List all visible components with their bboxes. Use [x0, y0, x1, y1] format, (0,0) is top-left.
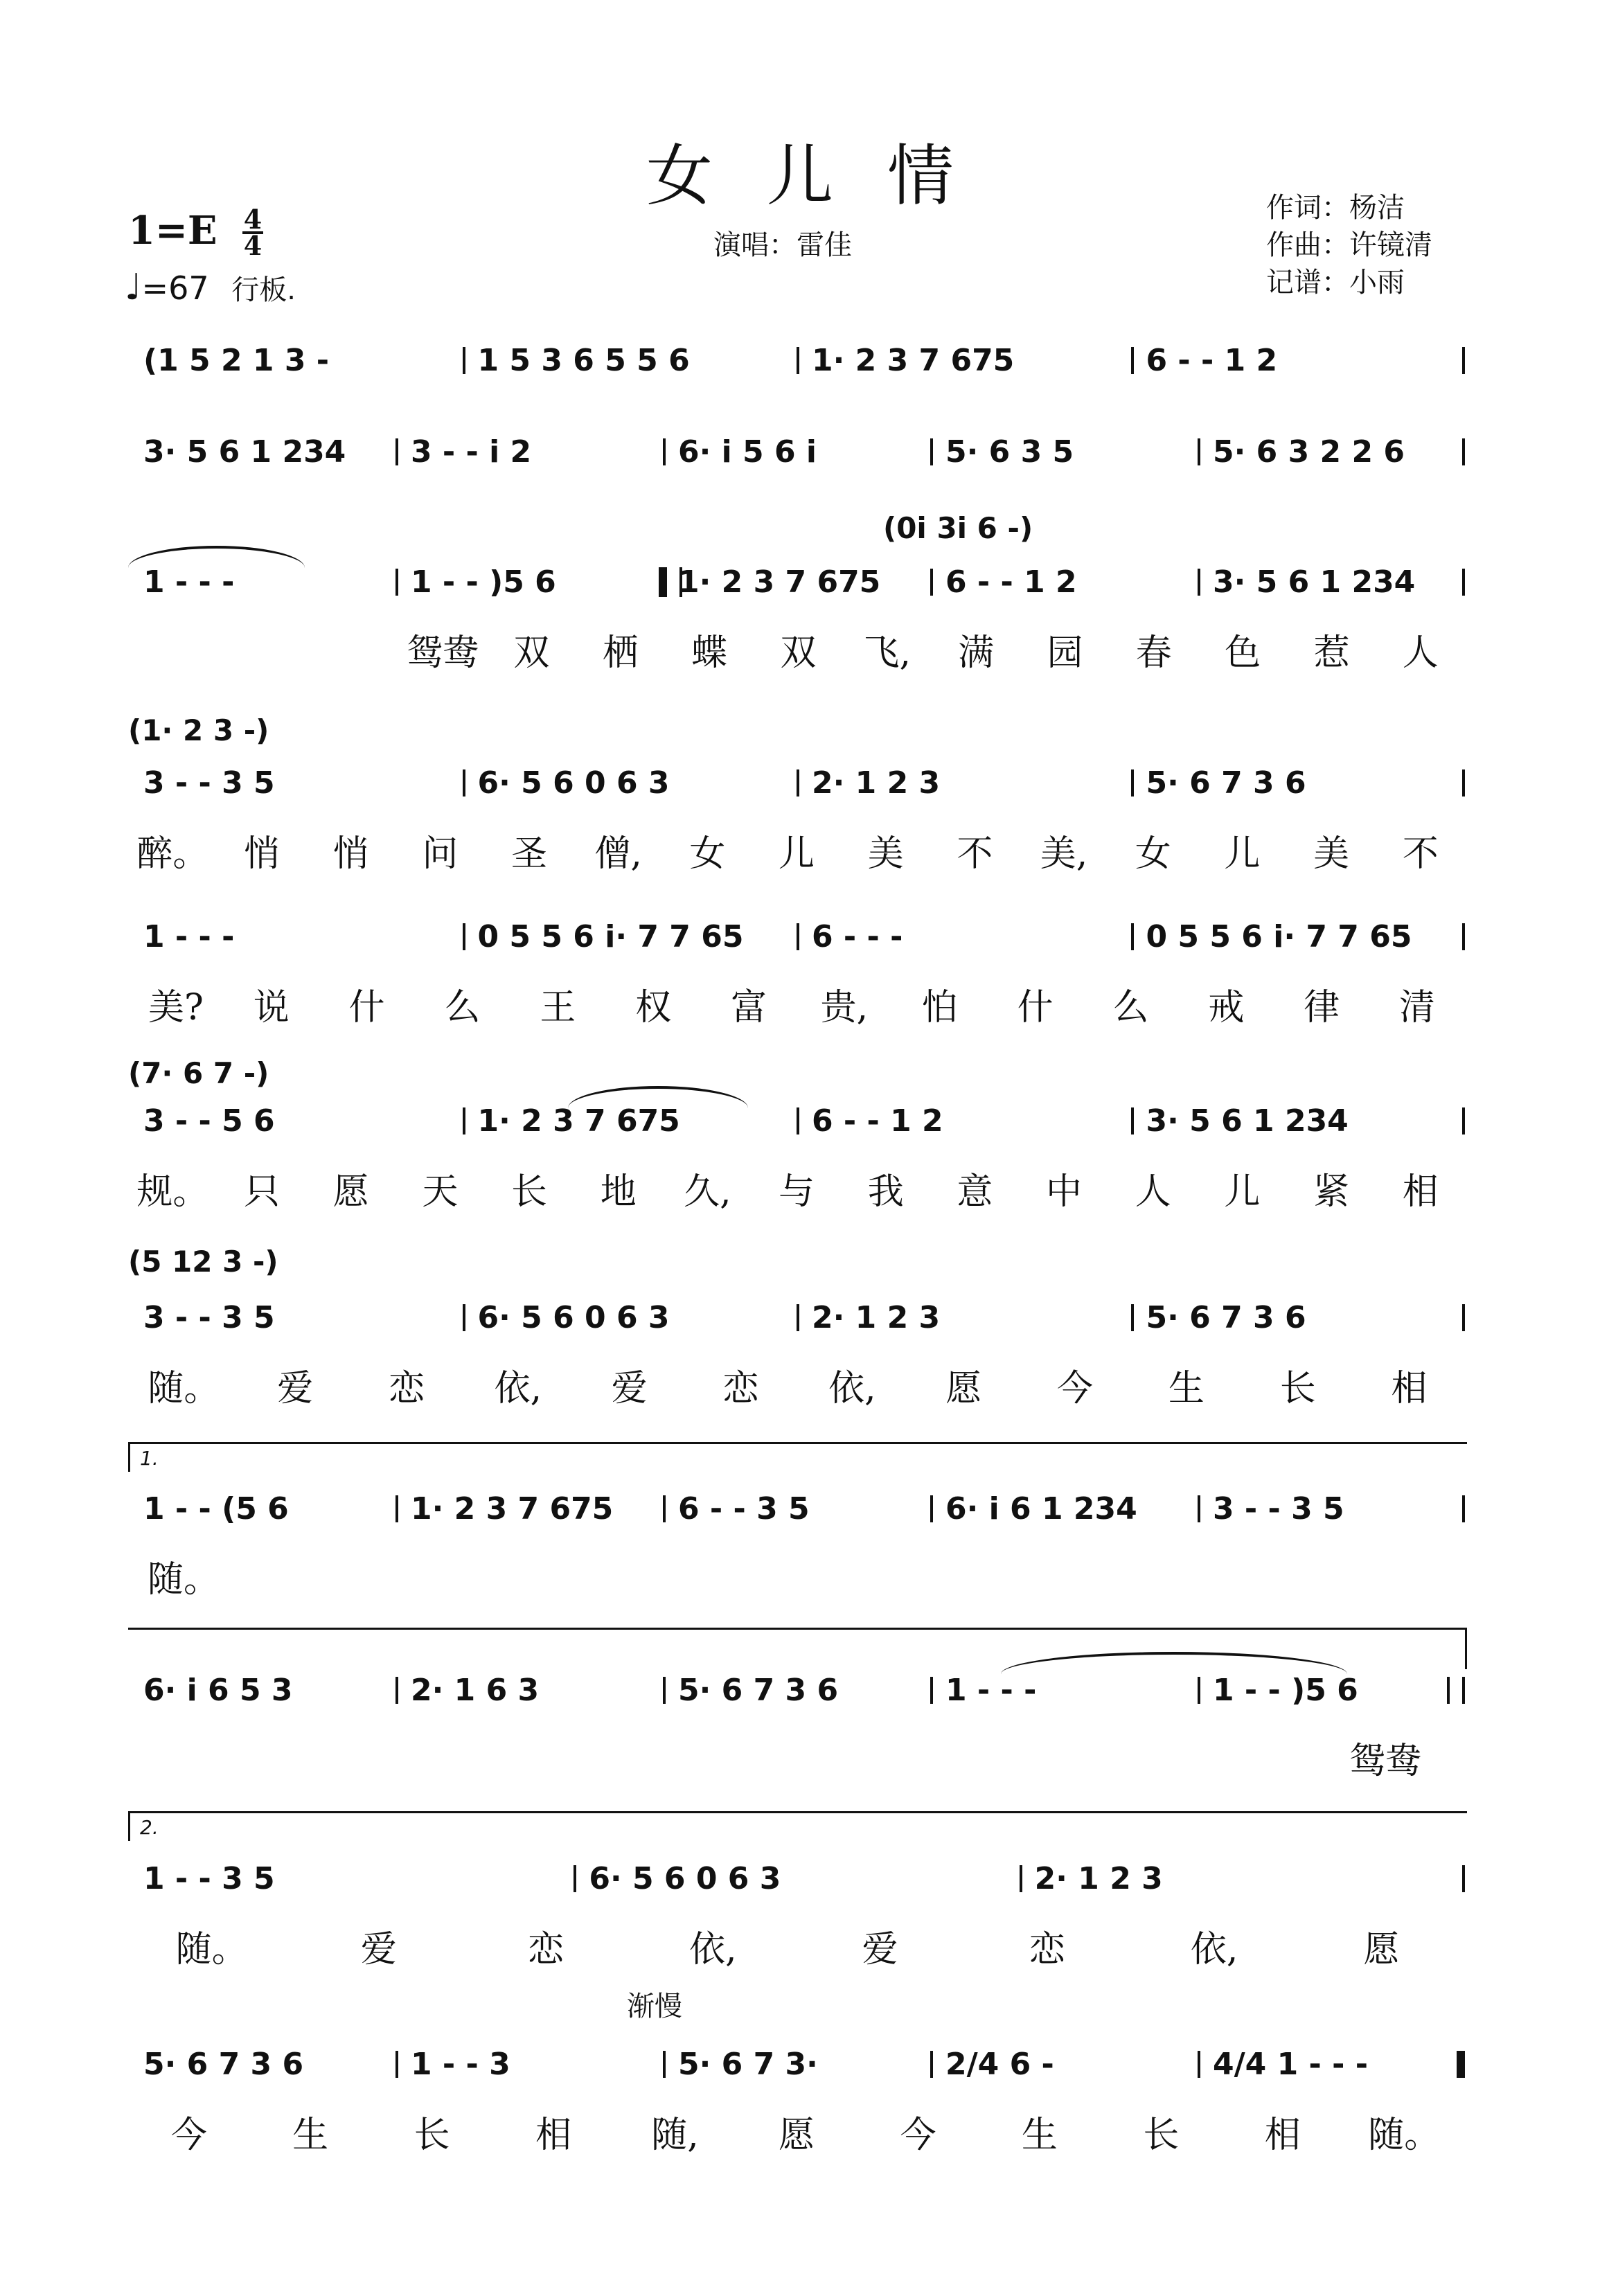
measure: 1 - - -: [143, 564, 235, 600]
lyric: 紧: [1313, 1171, 1350, 1213]
singer: 演唱：雷佳: [713, 229, 852, 261]
lyric: 富: [731, 987, 767, 1029]
lyric: 依,: [689, 1929, 737, 1970]
measure: 5· 6 7 3 6: [1131, 765, 1466, 801]
tempo-marking: 渐慢: [627, 1991, 682, 2022]
lyric: 愿: [1363, 1929, 1400, 1970]
lyric: 今: [900, 2115, 936, 2156]
lyric: 随。: [175, 1929, 248, 1970]
lyric: 长: [1143, 2115, 1180, 2156]
lyric: 女: [689, 833, 726, 875]
measure: 2· 1 2 3: [797, 765, 1131, 801]
lyric: 清: [1399, 987, 1436, 1029]
measure: 3· 5 6 1 234: [1131, 1103, 1466, 1139]
song-title: 女儿情: [646, 137, 1008, 215]
measure: 1 - - )5 6: [395, 564, 663, 600]
measure: 1· 2 3 7 675: [663, 564, 930, 600]
lyric: 恋: [1029, 1929, 1065, 1970]
lyric-line: [128, 824, 1465, 873]
key-signature: 1=E: [128, 208, 217, 253]
composer: 作曲：许镜清: [1266, 229, 1432, 261]
lyric: 依,: [828, 1368, 876, 1409]
lyric: 只: [244, 1171, 281, 1213]
lyric: 鸳鸯: [407, 632, 479, 674]
lyric: 生: [1021, 2115, 1058, 2156]
lyric: 戒: [1208, 987, 1245, 1029]
lyric: 相: [1402, 1171, 1439, 1213]
lyric: 女: [1135, 833, 1171, 875]
lyric-line: [128, 1359, 1465, 1407]
second-ending-bracket: [128, 1811, 1467, 1841]
lyric-line: [128, 978, 1465, 1029]
lyric: 人: [1402, 632, 1439, 674]
measure: 3 - - 3 5: [143, 765, 275, 801]
measure: 5· 6 7 3 6: [663, 1673, 930, 1708]
lyric: 美: [867, 833, 904, 875]
ending-line: [128, 1628, 1465, 1630]
lyric: 儿: [1224, 1171, 1261, 1213]
lyric: 今: [1057, 1368, 1094, 1409]
lyricist: 作词：杨洁: [1266, 192, 1405, 224]
lyric: 王: [540, 987, 576, 1029]
lyric: 么: [1112, 987, 1149, 1029]
measure: 5· 6 7 3 6: [143, 2046, 304, 2082]
lyric: 美?: [148, 987, 204, 1029]
lyric: 惹: [1313, 632, 1350, 674]
measure: 6 - - 3 5: [663, 1491, 930, 1527]
measure: 2· 1 6 3: [395, 1673, 663, 1708]
measure: 3 - - 5 6: [143, 1103, 275, 1139]
music-line: [128, 424, 1465, 479]
lyric: 爱: [611, 1368, 648, 1409]
measure: 0 5 5 6 i· 7 7 65: [463, 919, 797, 954]
music-line: [128, 1662, 1465, 1718]
lyric: 权: [635, 987, 672, 1029]
measure: 6· 5 6 0 6 3: [463, 765, 797, 801]
lyric: 醉。: [136, 833, 209, 875]
measure: 1 - - -: [143, 918, 235, 954]
lyric: 美: [1313, 833, 1350, 875]
lyric-line: [128, 1550, 239, 1599]
lyric: 圣: [511, 833, 548, 875]
lyric: 僧,: [594, 833, 642, 875]
lyric: 悄: [244, 833, 281, 875]
volta-label: 1.: [140, 1447, 159, 1470]
lyric: 相: [1391, 1368, 1428, 1409]
lyric: 什: [1017, 987, 1054, 1029]
lyric: 意: [957, 1171, 993, 1213]
lyric: 贵,: [820, 987, 869, 1029]
lyric: 愿: [778, 2115, 815, 2156]
lyric: 久,: [684, 1171, 731, 1213]
measure: 5· 6 3 2 2 6: [1198, 434, 1465, 470]
bracket-note: (0i 3i 6 -): [883, 511, 1033, 545]
lyric: 园: [1047, 632, 1083, 674]
music-line: [128, 2036, 1465, 2092]
lyric: 鸳鸯: [1349, 1741, 1421, 1782]
measure: 6· i 6 5 3: [143, 1672, 293, 1708]
lyric-line: [1306, 1732, 1465, 1780]
measure: 1 5 3 6 5 5 6: [463, 343, 797, 378]
lyric: 依,: [494, 1368, 542, 1409]
lyric: 蝶: [691, 632, 728, 674]
lyric: 怕: [921, 987, 958, 1029]
measure: 3 - - 3 5: [143, 1299, 275, 1335]
lyric: 今: [170, 2115, 207, 2156]
music-line: [128, 554, 1465, 609]
measure: 3 - - 3 5: [1198, 1491, 1465, 1527]
measure: 2· 1 2 3: [1020, 1861, 1465, 1896]
lyric: 愿: [945, 1368, 982, 1409]
music-line: [128, 1093, 1465, 1148]
measure: 0 5 5 6 i· 7 7 65: [1131, 919, 1466, 954]
lyric: 春: [1135, 632, 1172, 674]
measure: 5· 6 7 3 6: [1131, 1300, 1466, 1335]
lyric: 随。: [147, 1559, 220, 1601]
lyric: 与: [779, 1171, 815, 1213]
lyric: 恋: [389, 1368, 425, 1409]
lyric: 恋: [528, 1929, 565, 1970]
music-line: [128, 1290, 1465, 1345]
measure: 6 - - 1 2: [930, 564, 1198, 600]
measure: 6· 5 6 0 6 3: [463, 1300, 797, 1335]
lyric: 相: [535, 2115, 572, 2156]
measure: 1 - - 3: [395, 2047, 663, 2082]
measure: 5· 6 3 5: [930, 434, 1198, 470]
first-ending-bracket: [128, 1442, 1467, 1472]
lyric: 不: [1402, 833, 1439, 875]
lyric: 满: [958, 632, 995, 674]
lyric: 生: [1168, 1368, 1205, 1409]
lyric: 相: [1264, 2115, 1301, 2156]
lyric: 规。: [136, 1171, 209, 1213]
measure: 1 - - 3 5: [143, 1860, 275, 1896]
lyric: 人: [1135, 1171, 1171, 1213]
measure: 6 - - 1 2: [1131, 343, 1466, 378]
measure: 6 - - -: [797, 919, 1131, 954]
lyric: 爱: [862, 1929, 898, 1970]
measure: 6 - - 1 2: [797, 1103, 1131, 1139]
measure: 1· 2 3 7 675: [797, 343, 1131, 378]
lyric: 长: [1279, 1368, 1316, 1409]
lyric: 随。: [148, 1368, 220, 1409]
lyric: 什: [348, 987, 385, 1029]
measure: 6· i 6 1 234: [930, 1491, 1198, 1527]
lyric: 飞,: [863, 632, 912, 674]
lyric: 天: [422, 1171, 459, 1213]
music-line: [128, 909, 1465, 964]
measure: 1· 2 3 7 675: [463, 1103, 797, 1139]
measure: 2/4 6 -: [930, 2047, 1198, 2082]
lyric: 地: [600, 1171, 637, 1213]
bracket-note: (7· 6 7 -): [128, 1056, 269, 1090]
lyric: 生: [292, 2115, 329, 2156]
bracket-note: (5 12 3 -): [128, 1245, 278, 1279]
lyric-line: [128, 2106, 1465, 2154]
lyric: 问: [422, 833, 459, 875]
measure: 4/4 1 - - -: [1198, 2047, 1465, 2082]
measure: 3 - - i 2: [395, 434, 663, 470]
lyric: 儿: [1224, 833, 1261, 875]
volta-label: 2.: [140, 1816, 159, 1839]
lyric: 儿: [779, 833, 815, 875]
measure: 1· 2 3 7 675: [395, 1491, 663, 1527]
measure: 3· 5 6 1 234: [1198, 564, 1465, 600]
measure: 1 - - )5 6: [1198, 1673, 1465, 1708]
lyric: 中: [1046, 1171, 1083, 1213]
lyric: 依,: [1190, 1929, 1238, 1970]
lyric: 爱: [277, 1368, 314, 1409]
lyric: 律: [1304, 987, 1340, 1029]
lyric: 爱: [360, 1929, 397, 1970]
measure: 1 - - -: [930, 1673, 1198, 1708]
lyric: 长: [414, 2115, 450, 2156]
music-line: [128, 1481, 1465, 1536]
measure: 5· 6 7 3·: [663, 2047, 930, 2082]
lyric: 美,: [1040, 833, 1088, 875]
lyric-line: [128, 1162, 1465, 1211]
measure: 2· 1 2 3: [797, 1300, 1131, 1335]
lyric: 色: [1225, 632, 1261, 674]
measure: 3· 5 6 1 234: [143, 434, 346, 470]
measure: 6· i 5 6 i: [663, 434, 930, 470]
lyric: 恋: [722, 1368, 759, 1409]
music-line: [128, 332, 1465, 388]
lyric: 悄: [332, 833, 369, 875]
lyric: 说: [253, 987, 290, 1029]
bracket-note: (1· 2 3 -): [128, 713, 269, 747]
transcriber: 记谱：小雨: [1266, 267, 1405, 299]
lyric: 么: [444, 987, 481, 1029]
lyric: 栖: [602, 632, 639, 674]
music-line: [128, 1851, 1465, 1906]
measure: 1 - - (5 6: [143, 1490, 289, 1527]
lyric: 愿: [332, 1171, 369, 1213]
lyric: 随,: [651, 2115, 699, 2156]
music-line: [128, 755, 1465, 810]
lyric: 不: [957, 833, 993, 875]
lyric-line: [398, 623, 1465, 672]
lyric: 长: [511, 1171, 548, 1213]
measure: (1 5 2 1 3 -: [143, 342, 330, 378]
measure: 6· 5 6 0 6 3: [574, 1861, 1019, 1896]
lyric: 我: [867, 1171, 904, 1213]
lyric: 随。: [1368, 2115, 1441, 2156]
lyric: 双: [513, 632, 550, 674]
lyric-line: [128, 1920, 1465, 1968]
time-signature: 4 4: [243, 204, 263, 261]
quarter-note-icon: ♩: [125, 267, 142, 308]
lyric: 双: [780, 632, 817, 674]
tempo: ♩=67 行板.: [125, 267, 296, 308]
